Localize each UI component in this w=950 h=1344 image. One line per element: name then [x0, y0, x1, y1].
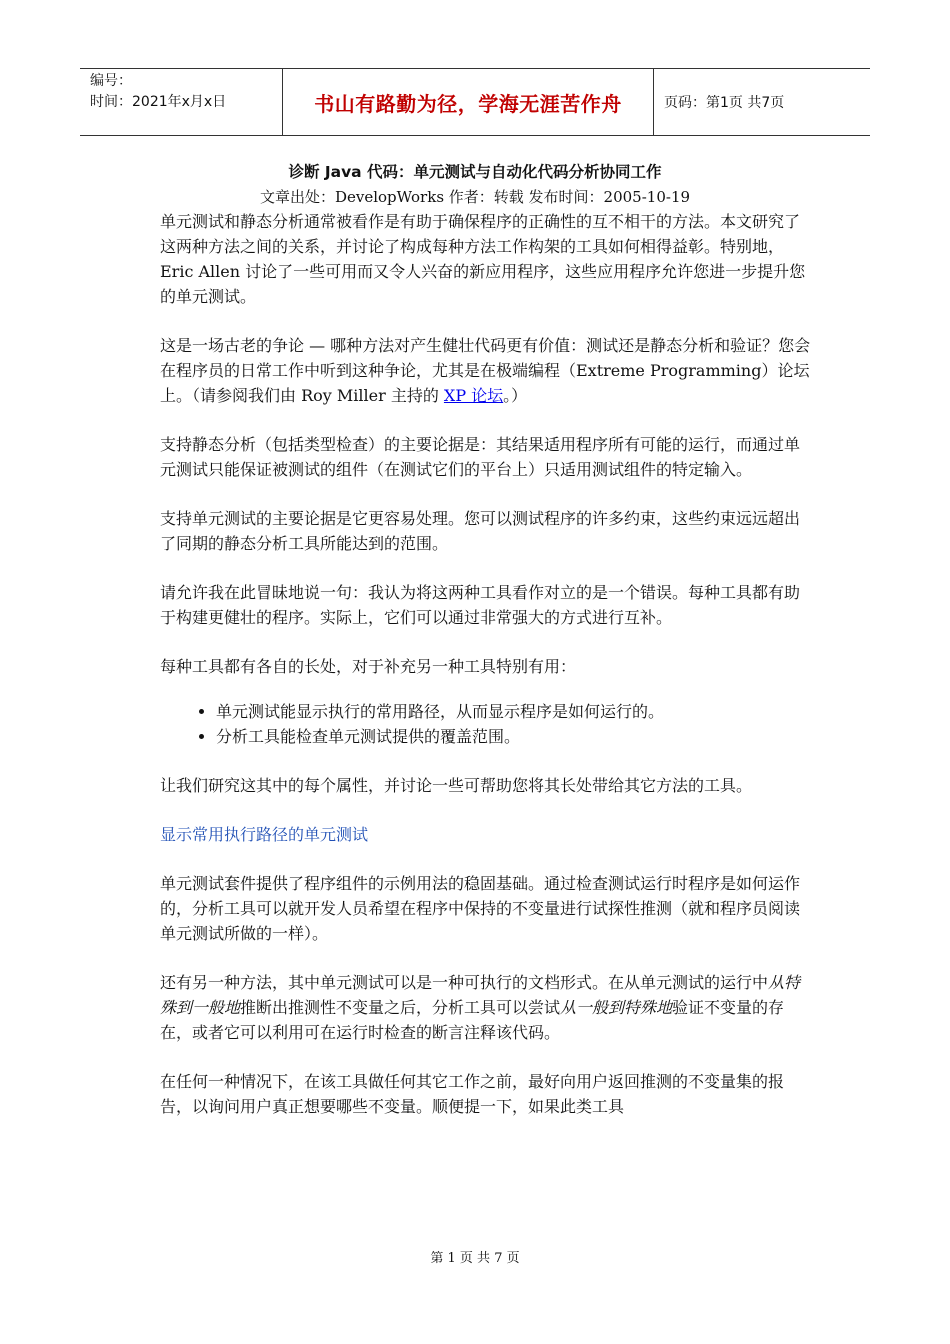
article-title: 诊断 Java 代码：单元测试与自动化代码分析协同工作 — [288, 163, 662, 181]
page-footer: 第 1 页 共 7 页 — [430, 1251, 520, 1266]
paragraph-2-text: 这是一场古老的争论 — 哪种方法对产生健壮代码更有价值：测试还是静态分析和验证？您会在程序员的日常工作中听到这种争论，尤其是在极端编程（Extreme Programming）论坛上。（请参阅我们由 Roy Miller 主持的 — [160, 336, 811, 405]
paragraph-6: 每种工具都有各自的长处，对于补充另一种工具特别有用： — [160, 657, 577, 676]
xp-forum-link[interactable]: XP 论坛 — [443, 386, 504, 405]
paragraph-4: 支持单元测试的主要论据是它更容易处理。您可以测试程序的许多约束，这些约束远远超出了同期的静态分析工具所能达到的范围。 — [160, 509, 801, 553]
paragraph-9-part-a: 还有另一种方法，其中单元测试可以是一种可执行的文档形式。在从单元测试的运行中 — [160, 973, 769, 992]
document-number-label: 编号： — [90, 73, 132, 89]
header-table — [80, 68, 870, 136]
header-left-cell — [80, 69, 282, 135]
paragraph-3: 支持静态分析（包括类型检查）的主要论据是：其结果适用程序所有可能的运行，而通过单元测试只能保证被测试的组件（在测试它们的平台上）只适用测试组件的特定输入。 — [160, 435, 801, 479]
list-item: • 分析工具能检查单元测试提供的覆盖范围。 — [216, 724, 812, 749]
paragraph-9 — [160, 970, 812, 1045]
paragraph-10: 在任何一种情况下，在该工具做任何其它工作之前，最好向用户返回推测的不变量集的报告，以询问用户真正想要哪些不变量。顺便提一下，如果此类工具 — [160, 1072, 785, 1116]
paragraph-9-part-b: 推断出推测性不变量之后，分析工具可以尝试 — [240, 998, 561, 1017]
article-source: 文章出处：DevelopWorks 作者：转载 发布时间：2005-10-19 — [259, 188, 691, 206]
header-page-label: 页码：第1页 共7页 — [664, 95, 785, 111]
document-time-label: 时间：2021年x月x日 — [90, 94, 227, 110]
intro-paragraph: 单元测试和静态分析通常被看作是有助于确保程序的正确性的互不相干的方法。本文研究了这两种方法之间的关系，并讨论了构成每种方法工作构架的工具如何相得益彰。特别地，Eric Allen 讨论了一些可用而又令人兴奋的新应用程序，这些应用程序允许您进一步提升您的单元测试。 — [160, 212, 806, 306]
list-item: • 单元测试能显示执行的常用路径，从而显示程序是如何运行的。 — [216, 699, 812, 724]
paragraph-7: 让我们研究这其中的每个属性，并讨论一些可帮助您将其长处带给其它方法的工具。 — [160, 776, 753, 795]
paragraph-9-emphasis-1: 从特殊到一般地 — [160, 973, 801, 1017]
paragraph-9-part-c: 验证不变量的存在，或者它可以利用可在运行时检查的断言注释该代码。 — [160, 998, 785, 1042]
paragraph-2 — [160, 333, 812, 408]
header-motto: 书山有路勤为径，学海无涯苦作舟 — [282, 69, 654, 135]
article-body — [160, 209, 812, 1119]
paragraph-5: 请允许我在此冒昧地说一句：我认为将这两种工具看作对立的是一个错误。每种工具都有助于构建更健壮的程序。实际上，它们可以通过非常强大的方式进行互补。 — [160, 583, 801, 627]
strengths-list — [160, 699, 812, 749]
paragraph-2-end: 。） — [503, 386, 528, 405]
section-heading: 显示常用执行路径的单元测试 — [160, 825, 369, 844]
paragraph-8: 单元测试套件提供了程序组件的示例用法的稳固基础。通过检查测试运行时程序是如何运作的，分析工具可以就开发人员希望在程序中保持的不变量进行试探性推测（就和程序员阅读单元测试所做的一样）。 — [160, 874, 801, 943]
paragraph-9-emphasis-2: 从一般到特殊地 — [560, 998, 673, 1017]
